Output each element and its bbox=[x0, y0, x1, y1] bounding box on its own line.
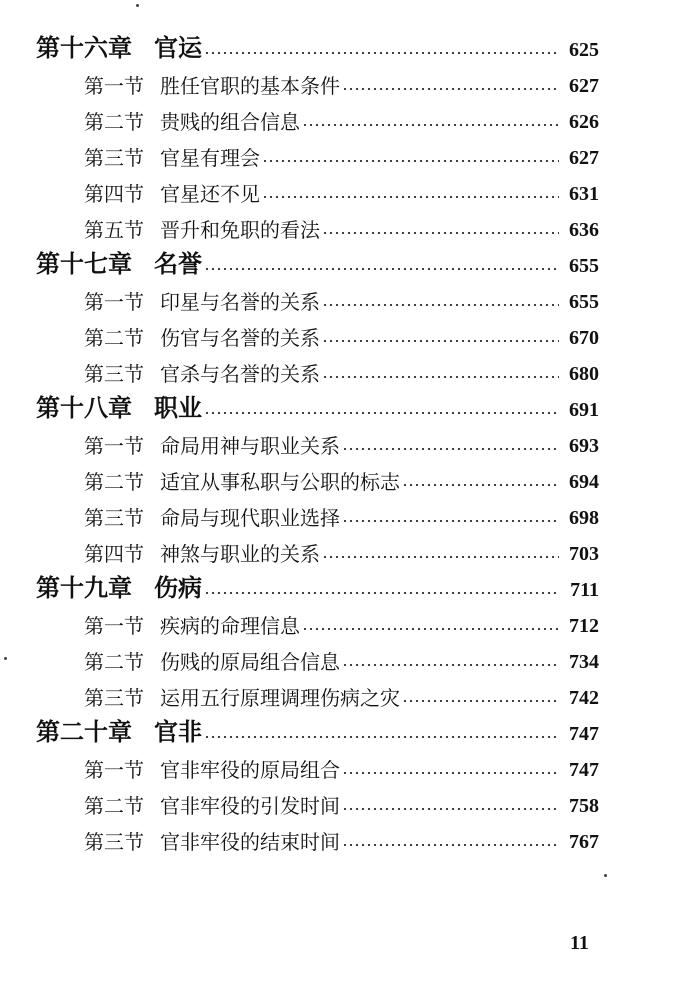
section-page-number: 670 bbox=[569, 327, 599, 349]
section-title: 晋升和免职的看法 bbox=[160, 218, 320, 242]
footer-page-number: 11 bbox=[570, 932, 589, 954]
dot-leader bbox=[342, 520, 559, 522]
section-entry[interactable] bbox=[0, 168, 688, 204]
dot-leader bbox=[204, 412, 559, 414]
section-label: 第一节 bbox=[84, 758, 144, 782]
chapter-title: 名誉 bbox=[154, 249, 202, 278]
section-title: 命局与现代职业选择 bbox=[160, 506, 340, 530]
dot-leader bbox=[342, 808, 559, 810]
section-label: 第二节 bbox=[84, 794, 144, 818]
section-title: 官星还不见 bbox=[160, 182, 260, 206]
section-title: 官非牢役的引发时间 bbox=[160, 794, 340, 818]
section-page-number: 636 bbox=[569, 219, 599, 241]
dot-leader bbox=[342, 448, 559, 450]
section-entry[interactable] bbox=[0, 636, 688, 672]
dot-leader bbox=[402, 700, 559, 702]
section-title: 运用五行原理调理伤病之灾 bbox=[160, 686, 400, 710]
section-entry[interactable] bbox=[0, 132, 688, 168]
dot-leader bbox=[322, 304, 559, 306]
chapter-label: 第十八章 bbox=[36, 393, 132, 422]
section-label: 第一节 bbox=[84, 74, 144, 98]
section-entry[interactable] bbox=[0, 456, 688, 492]
dot-leader bbox=[262, 160, 559, 162]
section-label: 第五节 bbox=[84, 218, 144, 242]
section-entry[interactable] bbox=[0, 96, 688, 132]
section-label: 第三节 bbox=[84, 362, 144, 386]
chapter-page-number: 747 bbox=[569, 723, 599, 745]
chapter-entry[interactable] bbox=[0, 708, 688, 744]
dot-leader bbox=[322, 232, 559, 234]
section-entry[interactable] bbox=[0, 420, 688, 456]
chapter-page-number: 655 bbox=[569, 255, 599, 277]
section-label: 第四节 bbox=[84, 182, 144, 206]
section-page-number: 742 bbox=[569, 687, 599, 709]
section-page-number: 758 bbox=[569, 795, 599, 817]
section-page-number: 747 bbox=[569, 759, 599, 781]
dot-leader bbox=[342, 88, 559, 90]
section-entry[interactable] bbox=[0, 816, 688, 852]
chapter-entry[interactable] bbox=[0, 564, 688, 600]
section-title: 印星与名誉的关系 bbox=[160, 290, 320, 314]
chapter-label: 第二十章 bbox=[36, 717, 132, 746]
chapter-label: 第十七章 bbox=[36, 249, 132, 278]
section-label: 第三节 bbox=[84, 830, 144, 854]
dot-leader bbox=[342, 844, 559, 846]
chapter-entry[interactable] bbox=[0, 240, 688, 276]
section-entry[interactable] bbox=[0, 60, 688, 96]
chapter-title: 伤病 bbox=[154, 573, 202, 602]
chapter-label: 第十六章 bbox=[36, 33, 132, 62]
chapter-title: 官运 bbox=[154, 33, 202, 62]
section-page-number: 680 bbox=[569, 363, 599, 385]
dot-leader bbox=[322, 556, 559, 558]
dot-leader bbox=[342, 664, 559, 666]
section-entry[interactable] bbox=[0, 312, 688, 348]
section-label: 第二节 bbox=[84, 326, 144, 350]
section-entry[interactable] bbox=[0, 348, 688, 384]
section-entry[interactable] bbox=[0, 672, 688, 708]
scan-speck bbox=[136, 4, 139, 7]
dot-leader bbox=[302, 628, 559, 630]
section-title: 适宜从事私职与公职的标志 bbox=[160, 470, 400, 494]
section-label: 第一节 bbox=[84, 290, 144, 314]
section-page-number: 631 bbox=[569, 183, 599, 205]
dot-leader bbox=[302, 124, 559, 126]
section-label: 第三节 bbox=[84, 686, 144, 710]
chapter-page-number: 691 bbox=[569, 399, 599, 421]
section-title: 神煞与职业的关系 bbox=[160, 542, 320, 566]
dot-leader bbox=[204, 736, 559, 738]
section-page-number: 627 bbox=[569, 147, 599, 169]
chapter-title: 职业 bbox=[154, 393, 202, 422]
chapter-page-number: 625 bbox=[569, 39, 599, 61]
section-entry[interactable] bbox=[0, 204, 688, 240]
section-title: 伤贱的原局组合信息 bbox=[160, 650, 340, 674]
section-title: 官星有理会 bbox=[160, 146, 260, 170]
section-entry[interactable] bbox=[0, 528, 688, 564]
scan-speck bbox=[4, 657, 7, 660]
section-page-number: 712 bbox=[569, 615, 599, 637]
section-entry[interactable] bbox=[0, 600, 688, 636]
section-label: 第三节 bbox=[84, 506, 144, 530]
dot-leader bbox=[322, 376, 559, 378]
section-entry[interactable] bbox=[0, 276, 688, 312]
chapter-page-number: 711 bbox=[570, 579, 599, 601]
section-entry[interactable] bbox=[0, 744, 688, 780]
section-title: 官非牢役的结束时间 bbox=[160, 830, 340, 854]
section-page-number: 767 bbox=[569, 831, 599, 853]
section-title: 疾病的命理信息 bbox=[160, 614, 300, 638]
table-of-contents bbox=[0, 24, 688, 852]
section-label: 第一节 bbox=[84, 434, 144, 458]
dot-leader bbox=[204, 268, 559, 270]
section-label: 第三节 bbox=[84, 146, 144, 170]
section-entry[interactable] bbox=[0, 780, 688, 816]
chapter-entry[interactable] bbox=[0, 384, 688, 420]
section-title: 官非牢役的原局组合 bbox=[160, 758, 340, 782]
section-title: 贵贱的组合信息 bbox=[160, 110, 300, 134]
section-page-number: 694 bbox=[569, 471, 599, 493]
section-label: 第二节 bbox=[84, 110, 144, 134]
chapter-label: 第十九章 bbox=[36, 573, 132, 602]
chapter-entry[interactable] bbox=[0, 24, 688, 60]
chapter-title: 官非 bbox=[154, 717, 202, 746]
section-title: 伤官与名誉的关系 bbox=[160, 326, 320, 350]
section-label: 第二节 bbox=[84, 470, 144, 494]
section-page-number: 698 bbox=[569, 507, 599, 529]
section-label: 第二节 bbox=[84, 650, 144, 674]
section-page-number: 703 bbox=[569, 543, 599, 565]
dot-leader bbox=[204, 592, 559, 594]
section-page-number: 626 bbox=[569, 111, 599, 133]
dot-leader bbox=[204, 52, 559, 54]
section-label: 第一节 bbox=[84, 614, 144, 638]
section-page-number: 734 bbox=[569, 651, 599, 673]
section-page-number: 655 bbox=[569, 291, 599, 313]
section-label: 第四节 bbox=[84, 542, 144, 566]
section-page-number: 627 bbox=[569, 75, 599, 97]
dot-leader bbox=[322, 340, 559, 342]
section-page-number: 693 bbox=[569, 435, 599, 457]
section-title: 命局用神与职业关系 bbox=[160, 434, 340, 458]
section-entry[interactable] bbox=[0, 492, 688, 528]
scan-speck bbox=[604, 874, 607, 877]
dot-leader bbox=[262, 196, 559, 198]
section-title: 胜任官职的基本条件 bbox=[160, 74, 340, 98]
dot-leader bbox=[402, 484, 559, 486]
section-title: 官杀与名誉的关系 bbox=[160, 362, 320, 386]
dot-leader bbox=[342, 772, 559, 774]
